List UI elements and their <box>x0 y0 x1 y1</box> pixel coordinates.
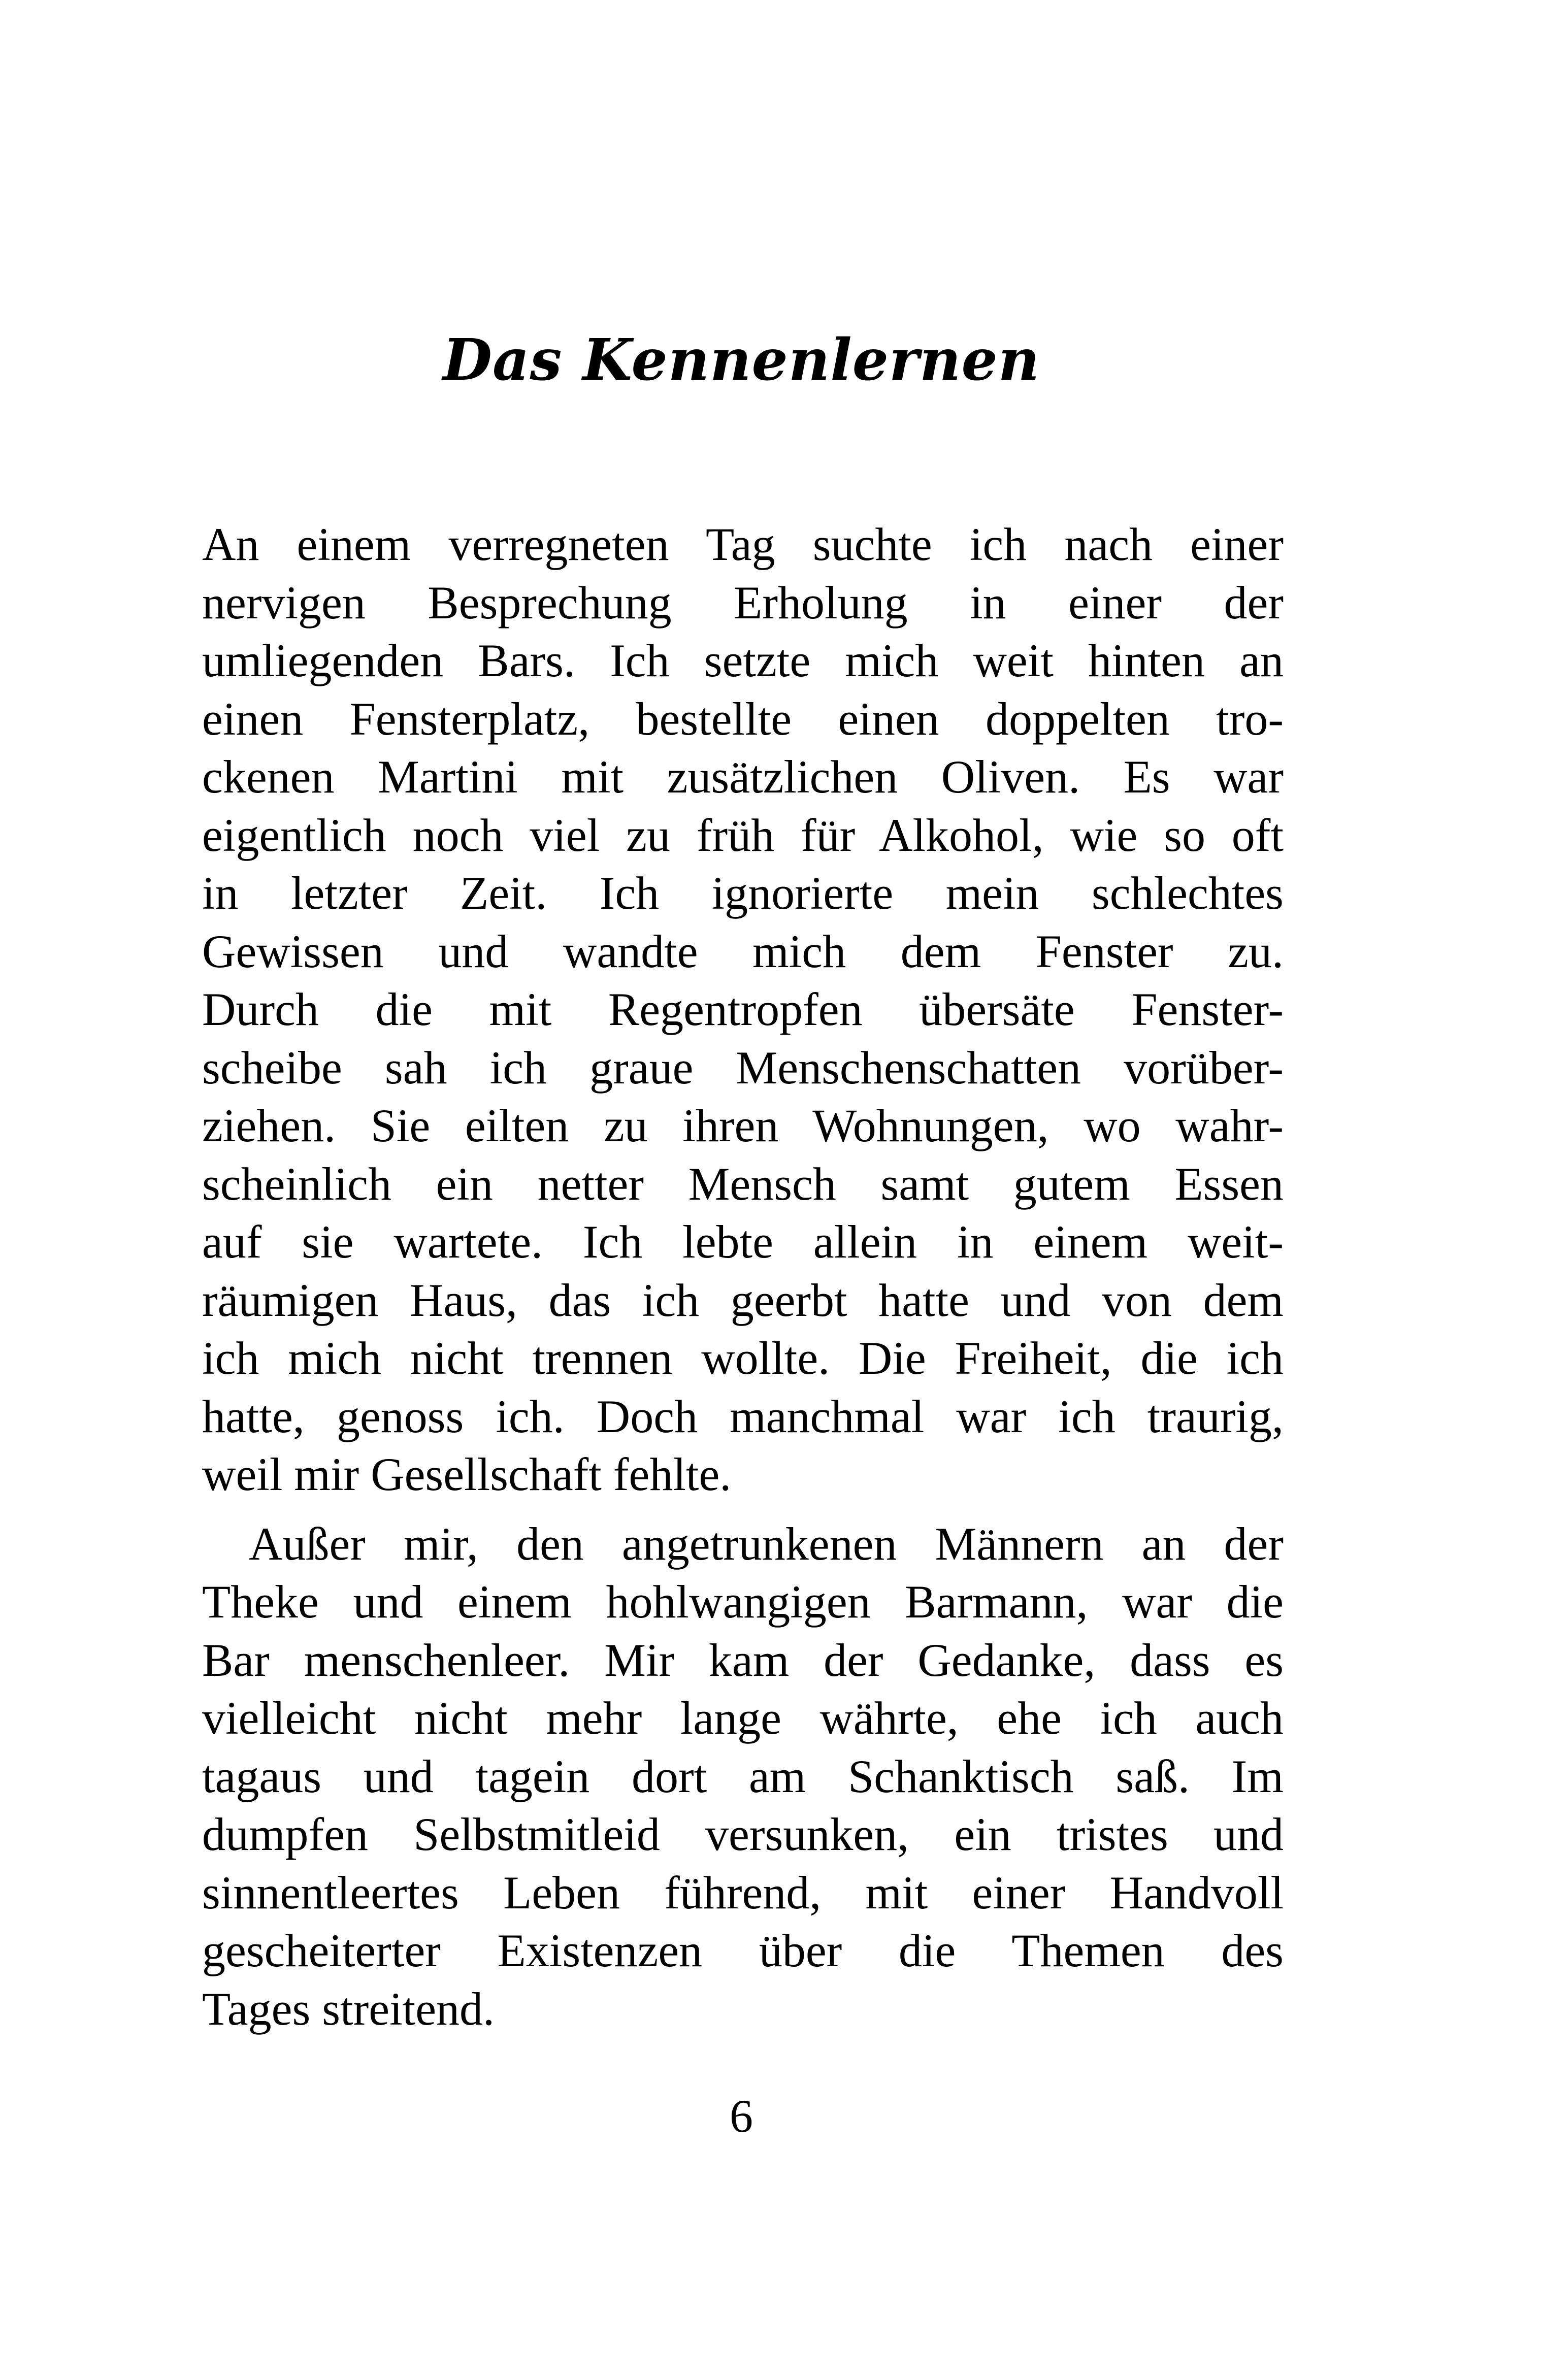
text-line: ckenen Martini mit zusätzlichen Oliven. Es war <box>202 751 1284 803</box>
text-line: Gewissen und wandte mich dem Fenster zu. <box>202 925 1284 977</box>
text-line: umliegenden Bars. Ich setzte mich weit hinten an <box>202 635 1284 686</box>
text-line: dumpfen Selbstmitleid versunken, ein tristes und <box>202 1808 1284 1860</box>
text-line: tagaus und tagein dort am Schanktisch saß. Im <box>202 1750 1284 1802</box>
text-line: scheinlich ein netter Mensch samt gutem Essen <box>202 1158 1284 1210</box>
page-number: 6 <box>730 2090 753 2142</box>
text-line: einen Fensterplatz, bestellte einen doppelten tro- <box>202 692 1284 745</box>
text-line: räumigen Haus, das ich geerbt hatte und von dem <box>202 1274 1284 1326</box>
text-line: nervigen Besprechung Erholung in einer der <box>202 576 1284 629</box>
text-line: ziehen. Sie eilten zu ihren Wohnungen, wo wahr- <box>202 1100 1284 1151</box>
text-line: vielleicht nicht mehr lange währte, ehe ich auch <box>202 1692 1284 1744</box>
text-line: scheibe sah ich graue Menschenschatten vorüber- <box>202 1041 1284 1094</box>
paragraph-2 <box>202 1515 1284 2038</box>
paragraph-1 <box>202 515 1284 1504</box>
text-line: Außer mir, den angetrunkenen Männern an der <box>249 1517 1284 1570</box>
text-line: auf sie wartete. Ich lebte allein in einem weit- <box>202 1216 1284 1268</box>
text-line: hatte, genoss ich. Doch manchmal war ich traurig, <box>202 1390 1284 1442</box>
text-line: Durch die mit Regentropfen übersäte Fenster- <box>202 983 1284 1035</box>
text-line: Bar menschenleer. Mir kam der Gedanke, dass es <box>202 1634 1284 1686</box>
text-line: in letzter Zeit. Ich ignorierte mein schlechtes <box>202 867 1284 919</box>
chapter-title: Das Kennenlernen <box>442 327 1040 393</box>
text-line: Tages streitend. <box>202 1982 495 2035</box>
text-line: sinnentleertes Leben führend, mit einer Handvoll <box>202 1866 1284 1919</box>
text-line: An einem verregneten Tag suchte ich nach einer <box>202 518 1284 570</box>
text-line: gescheiterter Existenzen über die Themen des <box>202 1925 1284 1976</box>
text-line: Theke und einem hohlwangigen Barmann, war die <box>202 1576 1284 1628</box>
text-line: eigentlich noch viel zu früh für Alkohol, wie so oft <box>202 809 1284 861</box>
text-line: ich mich nicht trennen wollte. Die Freiheit, die ich <box>202 1332 1284 1384</box>
paragraph-spacing <box>202 1504 1284 1515</box>
body-text <box>202 515 1284 2038</box>
text-line: weil mir Gesellschaft fehlte. <box>202 1448 732 1500</box>
